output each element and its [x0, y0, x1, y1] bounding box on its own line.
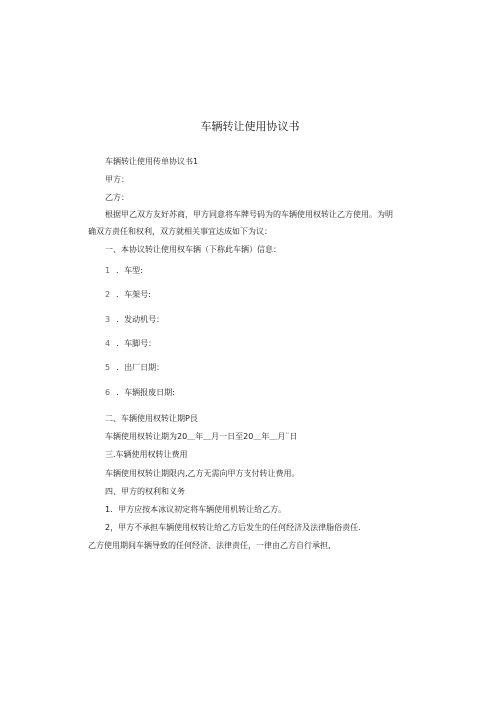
section-3-heading: 三.车辆使用权转让费用	[105, 450, 188, 459]
vehicle-field-item	[105, 362, 164, 373]
section-2-heading: 二、车辆使用权转让期P艮	[105, 414, 198, 423]
agreement-subtitle: 车辆转让使用传单协议书1	[105, 157, 199, 166]
field-number: 1	[105, 266, 111, 275]
field-label: ．车型:	[116, 266, 143, 275]
field-number: 3	[105, 315, 111, 324]
section-3-body: 车辆使用权转让期限内,乙方无需向甲方支付转让费用。	[105, 469, 300, 478]
vehicle-field-item	[105, 338, 156, 349]
closing-paragraph: 乙方使用期间车辆导致的任何经济、法律责任，一律由乙方自行承担,	[88, 541, 331, 550]
field-number: 4	[105, 339, 111, 348]
field-number: 6	[105, 388, 111, 397]
party-b-label: 乙方：	[105, 193, 129, 202]
field-label: ．出厂日期：	[116, 363, 165, 372]
field-label: ．发动机号：	[116, 315, 165, 324]
intro-paragraph-line-1: 根据甲乙双方友好苏商，甲方同意将车牌号码为的车辆使用权转让乙方使用。为明	[105, 210, 393, 219]
field-label: ．车辆报废日期:	[116, 388, 175, 397]
section-4-item-1: 1．甲方应按本冰议初定将车辆使用机转让给乙方。	[105, 505, 287, 514]
field-label: ．车脚号：	[116, 339, 157, 348]
party-a-label: 甲方：	[105, 175, 129, 184]
field-number: 5	[105, 363, 111, 372]
section-2-body: 车辆使用权转让期为20＿年＿月一日至20＿年＿月¨日	[105, 432, 298, 441]
section-4-item-2: 2，甲方不承担车辆使用权转让给乙方后发生的任何经济及法律脂俗责任.	[105, 523, 361, 532]
intro-paragraph-line-2: 确双方责任和权利，双方就相关事宜达成如下为议：	[88, 227, 272, 236]
section-4-heading: 四、甲方的权利和义务	[105, 487, 185, 496]
document-title: 车辆转让使用协议书	[200, 120, 300, 133]
field-number: 2	[105, 290, 111, 299]
vehicle-field-item	[105, 314, 164, 325]
vehicle-field-item	[105, 265, 143, 276]
section-1-heading: 一、本协议转让使用权车辆（下称此车辆）信息：	[105, 245, 281, 254]
vehicle-field-item	[105, 387, 175, 398]
field-label: ．车架号:	[116, 290, 151, 299]
vehicle-field-item	[105, 289, 151, 300]
